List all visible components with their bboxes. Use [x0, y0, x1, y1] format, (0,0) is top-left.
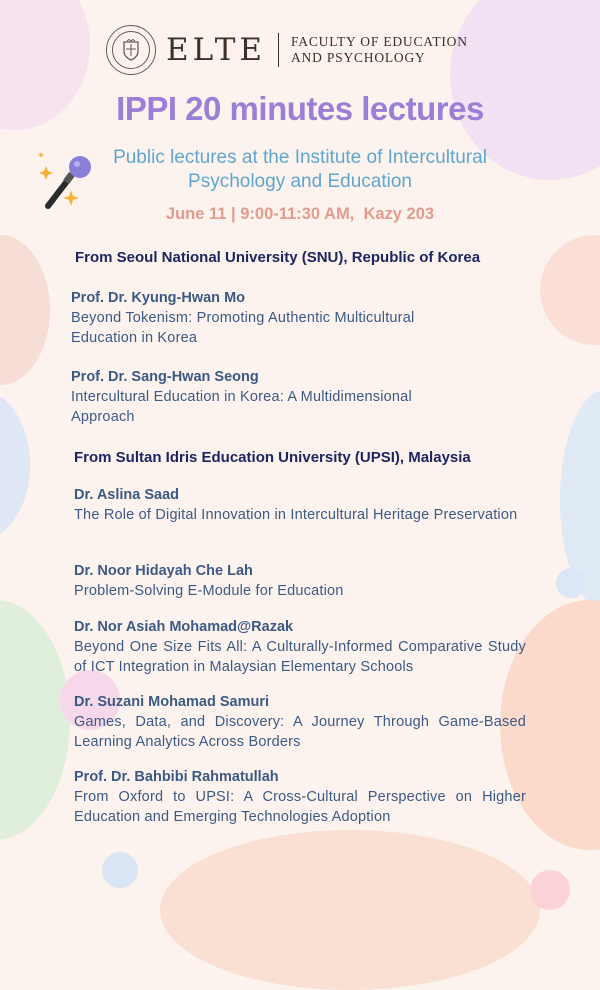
- talk-item: [74, 485, 526, 525]
- faculty-name: [291, 34, 468, 66]
- talk-item: [71, 288, 471, 348]
- speaker-name: Dr. Aslina Saad: [74, 487, 180, 503]
- section-heading-upsi: From Sultan Idris Education University (UPSI), Malaysia: [74, 449, 471, 466]
- logo-wordmark: ELTE: [166, 32, 266, 68]
- sparkle-icon: [63, 190, 79, 206]
- elte-seal-icon: [106, 25, 156, 75]
- microphone-icon: [38, 150, 98, 212]
- talk-title: From Oxford to UPSI: A Cross-Cultural Perspective on Higher Education and Emerging Technologies Adoption: [74, 789, 526, 825]
- date-time-location: June 11 | 9:00-11:30 AM, Kazy 203: [165, 205, 435, 223]
- page-title: IPPI 20 minutes lectures: [116, 90, 484, 127]
- talk-title: The Role of Digital Innovation in Intercultural Heritage Preservation: [74, 507, 518, 523]
- logo-divider: [278, 33, 279, 67]
- speaker-name: Prof. Dr. Bahbibi Rahmatullah: [74, 769, 279, 785]
- faculty-line-1: FACULTY OF EDUCATION: [291, 34, 468, 49]
- talk-title: Beyond One Size Fits All: A Culturally-Informed Comparative Study of ICT Integration in Malaysian Elementary Schools: [74, 639, 526, 675]
- faculty-line-2: AND PSYCHOLOGY: [291, 50, 426, 65]
- speaker-name: Dr. Suzani Mohamad Samuri: [74, 694, 269, 710]
- elte-logo: [106, 24, 468, 76]
- talk-item: [74, 767, 526, 827]
- subtitle: Public lectures at the Institute of Intercultural Psychology and Education: [113, 147, 487, 192]
- speaker-name: Dr. Noor Hidayah Che Lah: [74, 563, 253, 579]
- talk-item: [74, 617, 526, 677]
- talk-title: Beyond Tokenism: Promoting Authentic Multicultural Education in Korea: [71, 310, 415, 346]
- section-heading-snu: From Seoul National University (SNU), Republic of Korea: [75, 249, 481, 266]
- talk-title: Problem-Solving E-Module for Education: [74, 583, 344, 599]
- talk-title: Games, Data, and Discovery: A Journey Through Game-Based Learning Analytics Across Borders: [74, 714, 526, 750]
- talk-item: [74, 692, 526, 752]
- speaker-name: Prof. Dr. Sang-Hwan Seong: [71, 369, 259, 385]
- talk-title: Intercultural Education in Korea: A Multidimensional Approach: [71, 389, 412, 425]
- speaker-name: Dr. Nor Asiah Mohamad@Razak: [74, 619, 294, 635]
- talk-item: [74, 561, 526, 601]
- sparkle-icon: [39, 166, 53, 180]
- talk-item: [71, 367, 471, 427]
- speaker-name: Prof. Dr. Kyung-Hwan Mo: [71, 290, 245, 306]
